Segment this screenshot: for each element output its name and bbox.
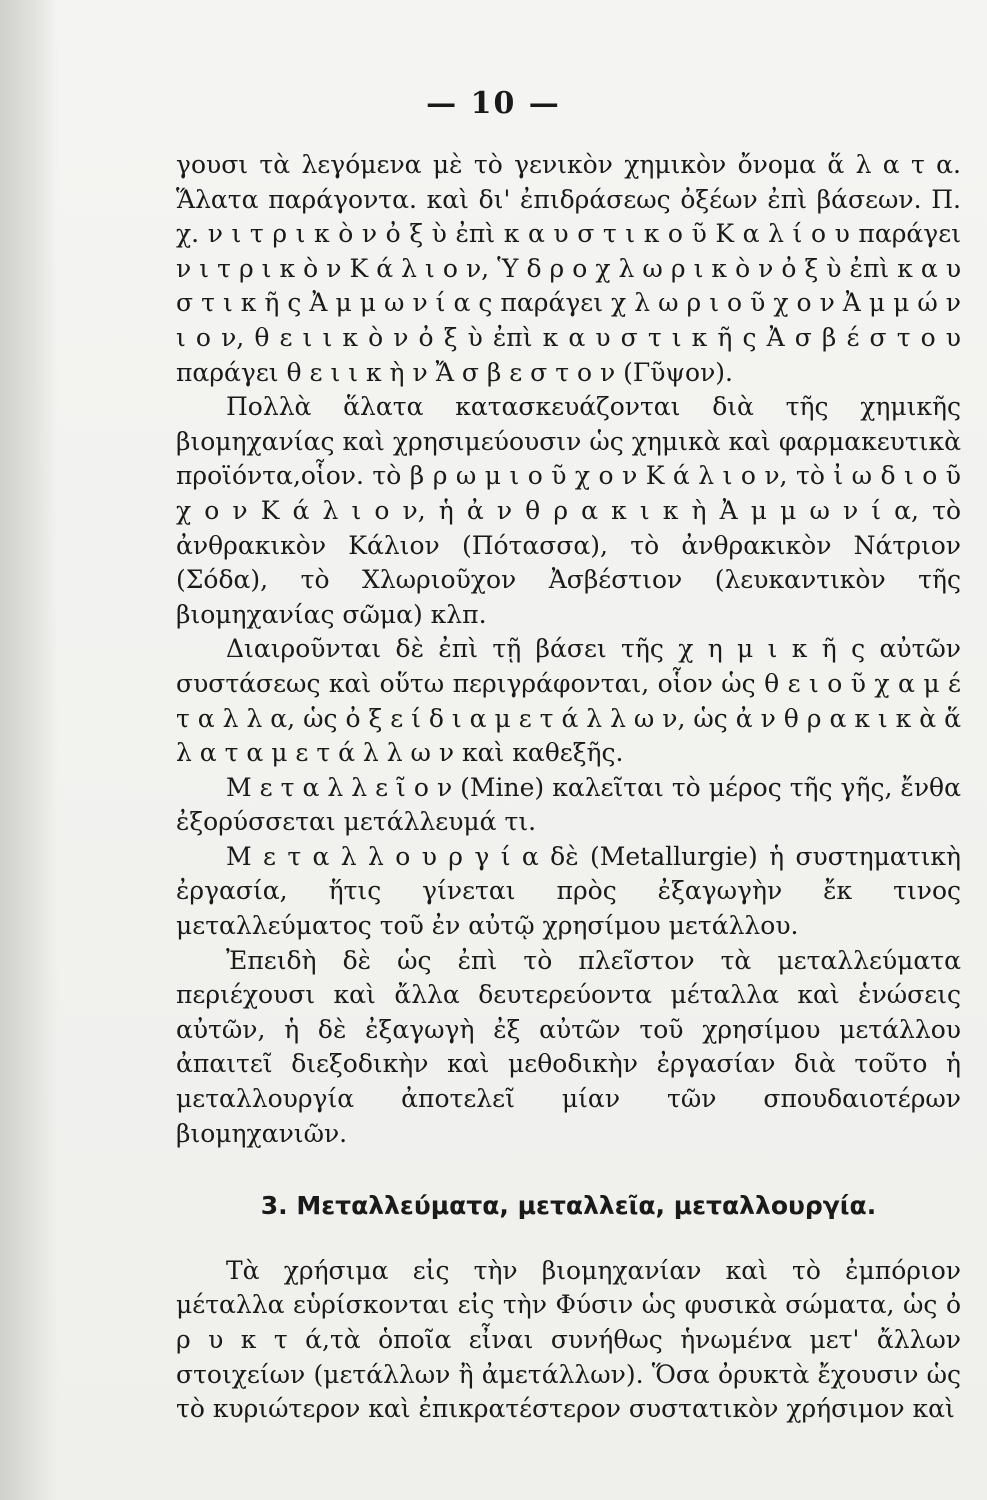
paragraph-block-1 bbox=[176, 148, 961, 1151]
text-run: δὲ (Metallurgie) ἡ συστηματικὴ ἐργασία, ἥτις γίνεται πρὸς ἐξαγωγὴν ἔκ τινος μεταλλεύματος τοῦ ἐν αὐτῷ χρησίμου μετάλλου. bbox=[176, 841, 961, 941]
spaced-term: θ ε ι ι κ ὴ ν Ἄ σ β ε σ τ ο ν bbox=[286, 357, 616, 387]
spaced-term: ν ι τ ρ ι κ ὸ ν ὀ ξ ὺ bbox=[207, 219, 447, 249]
text-run: παράγει bbox=[849, 219, 961, 249]
spaced-term: θ ε ι ο ῦ χ α μ έ τ α λ λ α, bbox=[176, 668, 962, 733]
text-run: παράγει bbox=[176, 357, 287, 387]
text-run: τὸ ἀνθρακικὸν Κάλιον (Πότασσα), τὸ ἀνθρακικὸν Νάτριον (Σόδα), τὸ Χλωριοῦχον Ἀσβέστιον (λευκαντικὸν τῆς βιομηχανίας σῶμα) κλπ. bbox=[176, 495, 961, 629]
spaced-term: ἅ λ α τ α. bbox=[827, 150, 961, 179]
spaced-term: ἀ ν θ ρ α κ ι κ ὴ Ἀ μ μ ω ν ί α, bbox=[466, 495, 919, 525]
text-run: καὶ καθεξῆς. bbox=[454, 738, 624, 768]
text-run: ὡς bbox=[685, 703, 736, 733]
text-run: ἐπὶ bbox=[446, 219, 504, 249]
page-number: — 10 — bbox=[426, 86, 561, 121]
paragraph-p7 bbox=[176, 1254, 961, 1427]
paragraph-p4 bbox=[176, 771, 961, 840]
spaced-term: χ λ ω ρ ι ο ῦ χ ο ν Ἀ μ μ ώ ν ι ο ν, bbox=[176, 288, 962, 352]
text-run: γουσι τὰ λεγόμενα μὲ τὸ γενικὸν χημικὸν ὄνομα bbox=[176, 150, 828, 179]
text-run: ἡ bbox=[425, 495, 467, 525]
paragraph-p5 bbox=[176, 840, 961, 944]
text-run: ἐπὶ bbox=[482, 322, 543, 352]
section-heading: 3. Μεταλλεύματα, μεταλλεῖα, μεταλλουργία. bbox=[260, 1191, 877, 1221]
text-run bbox=[489, 254, 497, 283]
spaced-term: ὀ ρ υ κ τ ά, bbox=[176, 1290, 961, 1354]
paragraph-p1 bbox=[176, 148, 961, 390]
spaced-term: χ η μ ι κ ῆ ς bbox=[678, 634, 866, 664]
text-run: ὡς bbox=[295, 703, 346, 733]
text-run: ἐπὶ bbox=[841, 253, 898, 283]
text-run: αὐτῶν συστάσεως καὶ οὕτω περιγράφονται, οἷον ὡς bbox=[176, 634, 961, 698]
spaced-term: ὀ ξ ε ί δ ι α μ ε τ ά λ λ ω ν, bbox=[345, 703, 686, 733]
spaced-term: ν ι τ ρ ι κ ὸ ν Κ ά λ ι ο ν, bbox=[176, 253, 490, 283]
spaced-term: ἀ ν θ ρ α κ ι κ ὰ ἅ λ α τ α μ ε τ ά λ λ ω ν bbox=[176, 703, 962, 768]
text-run: τὸ bbox=[787, 461, 834, 491]
spaced-term: β ρ ω μ ι ο ῦ χ ο ν Κ ά λ ι ο ν, bbox=[409, 461, 788, 491]
text-run: (Mine) καλεῖται τὸ μέρος τῆς γῆς, ἔνθα ἐξορύσσεται μετάλλευμά τι. bbox=[176, 772, 961, 837]
text-run: Ἅλατα παράγοντα. καὶ δι' ἐπιδράσεως ὀξέων ἐπὶ βάσεων. Π. χ. bbox=[176, 184, 961, 249]
paragraph-p3 bbox=[176, 632, 961, 770]
text-run: Τὰ χρήσιμα εἰς τὴν βιομηχανίαν καὶ τὸ ἐμπόριον μέταλλα εὑρίσκονται εἰς τὴν Φύσιν ὡς φυσικὰ σώματα, ὡς bbox=[176, 1255, 961, 1320]
spaced-term: κ α υ σ τ ι κ ο ῦ Κ α λ ί ο υ bbox=[503, 219, 850, 249]
text-run: τὰ ὁποῖα εἶναι συνήθως ἡνωμένα μετ' ἄλλων στοιχείων (μετάλλων ἢ ἀμετάλλων). Ὅσα ὀρυκτὰ ἔχουσιν ὡς τὸ κυριώτερον καὶ ἐπικρατέστερον συστατικὸν χρήσιμον καὶ bbox=[176, 1325, 961, 1424]
text-run: Πολλὰ ἅλατα κατασκευάζονται διὰ τῆς χημικῆς βιομηχανίας καὶ χρησιμεύουσιν ὡς χημικὰ καὶ φαρμακευτικὰ προϊόντα,οἷον. τὸ bbox=[176, 392, 961, 491]
spaced-term: κ α υ σ τ ι κ ῆ ς Ἀ σ β έ σ τ ο υ bbox=[542, 322, 961, 352]
spaced-term: Ὑ δ ρ ο χ λ ω ρ ι κ ὸ ν ὀ ξ ὺ bbox=[497, 253, 842, 283]
spaced-term: Μ ε τ α λ λ ο υ ρ γ ί α bbox=[226, 841, 539, 871]
paragraph-block-2 bbox=[176, 1254, 961, 1427]
page-gutter-shadow bbox=[0, 0, 58, 1500]
text-run: Ἐπειδὴ δὲ ὡς ἐπὶ τὸ πλεῖστον τὰ μεταλλεύματα περιέχουσι καὶ ἄλλα δευτερεύοντα μέταλλα καὶ ἑνώσεις αὐτῶν, ἡ δὲ ἐξαγωγὴ ἐξ αὐτῶν τοῦ χρησίμου μετάλλου ἀπαιτεῖ διεξοδικὴν καὶ μεθοδικὴν ἐργασίαν διὰ τοῦτο ἡ μεταλλουργία ἀποτελεῖ μίαν τῶν σπουδαιοτέρων βιομηχανιῶν. bbox=[176, 945, 961, 1148]
text-run bbox=[244, 323, 254, 352]
paragraph-p2 bbox=[176, 390, 961, 632]
text-run: Διαιροῦνται δὲ ἐπὶ τῇ βάσει τῆς bbox=[226, 634, 679, 664]
paragraph-p6 bbox=[176, 944, 961, 1152]
body-text bbox=[176, 148, 961, 1427]
spaced-term: Μ ε τ α λ λ ε ῖ ο ν bbox=[226, 772, 453, 802]
spaced-term: θ ε ι ι κ ὸ ν ὀ ξ ὺ bbox=[254, 322, 483, 352]
spaced-term: ἰ ω δ ι ο ῦ χ ο ν Κ ά λ ι ο ν, bbox=[176, 461, 961, 525]
text-run: παράγει bbox=[492, 288, 612, 318]
spaced-term: κ α υ σ τ ι κ ῆ ς Ἀ μ μ ω ν ί α ς bbox=[176, 253, 962, 318]
text-run: (Γῦψον). bbox=[615, 357, 733, 387]
